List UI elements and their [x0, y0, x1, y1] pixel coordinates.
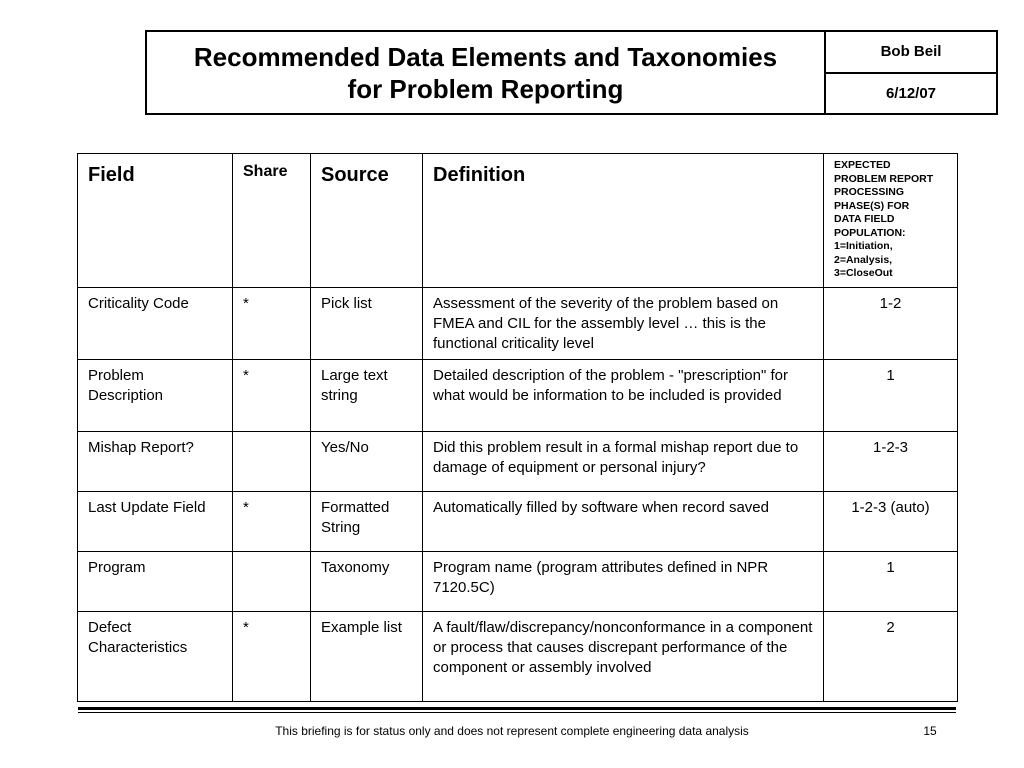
cell-source: Formatted String	[311, 492, 423, 552]
cell-definition: Detailed description of the problem - "prescription" for what would be information to be included is provided	[423, 360, 824, 432]
footer-divider	[78, 712, 956, 713]
table-row	[78, 432, 958, 492]
phase-header-line: PROCESSING	[834, 186, 905, 198]
table-row	[78, 492, 958, 552]
table-header-row	[78, 154, 958, 288]
cell-definition: Program name (program attributes defined in NPR 7120.5C)	[423, 552, 824, 612]
table-row	[78, 360, 958, 432]
cell-field: Problem Description	[78, 360, 233, 432]
data-elements-table	[77, 153, 958, 702]
cell-source: Pick list	[311, 288, 423, 360]
cell-field: Defect Characteristics	[78, 612, 233, 702]
page-number: 15	[923, 724, 937, 738]
cell-definition: Did this problem result in a formal mishap report due to damage of equipment or personal injury?	[423, 432, 824, 492]
column-header-source: Source	[311, 154, 423, 288]
slide-title-line-1: Recommended Data Elements and Taxonomies	[193, 41, 778, 72]
header-meta	[826, 32, 996, 113]
phase-header-line: DATA FIELD	[834, 213, 895, 225]
cell-share: *	[233, 492, 311, 552]
cell-phase: 1	[824, 360, 958, 432]
slide-title	[147, 32, 826, 113]
header-box	[145, 30, 998, 115]
column-header-field: Field	[78, 154, 233, 288]
cell-field: Mishap Report?	[78, 432, 233, 492]
slide-title-line-2: for Problem Reporting	[347, 73, 624, 104]
cell-phase: 1-2	[824, 288, 958, 360]
phase-header-line: 2=Analysis,	[834, 253, 893, 266]
column-header-definition: Definition	[423, 154, 824, 288]
cell-share: *	[233, 612, 311, 702]
cell-phase: 1-2-3 (auto)	[824, 492, 958, 552]
column-header-phase	[824, 154, 958, 288]
cell-source: Taxonomy	[311, 552, 423, 612]
cell-share	[233, 432, 311, 492]
cell-field: Program	[78, 552, 233, 612]
table-row	[78, 612, 958, 702]
column-header-share: Share	[233, 154, 311, 288]
phase-header-line: PHASE(S) FOR	[834, 199, 910, 212]
cell-definition: Automatically filled by software when record saved	[423, 492, 824, 552]
cell-source: Large text string	[311, 360, 423, 432]
author-name: Bob Beil	[826, 32, 996, 74]
cell-definition: A fault/flaw/discrepancy/nonconformance in a component or process that causes discrepant performance of the component or assembly involved	[423, 612, 824, 702]
phase-header-line: EXPECTED	[834, 159, 891, 171]
cell-definition: Assessment of the severity of the problem based on FMEA and CIL for the assembly level … this is the functional criticality level	[423, 288, 824, 360]
cell-phase: 1-2-3	[824, 432, 958, 492]
slide-date: 6/12/07	[885, 84, 937, 102]
cell-phase: 1	[824, 552, 958, 612]
cell-share	[233, 552, 311, 612]
footer-divider	[78, 707, 956, 710]
table-row	[78, 552, 958, 612]
cell-field: Criticality Code	[78, 288, 233, 360]
phase-header-line: PROBLEM REPORT	[834, 172, 934, 185]
table-row	[78, 288, 958, 360]
cell-field: Last Update Field	[78, 492, 233, 552]
cell-share: *	[233, 288, 311, 360]
cell-source: Example list	[311, 612, 423, 702]
phase-header-line: 3=CloseOut	[834, 267, 893, 279]
phase-header-line: POPULATION:	[834, 226, 906, 239]
cell-share: *	[233, 360, 311, 432]
cell-phase: 2	[824, 612, 958, 702]
phase-header-line: 1=Initiation,	[834, 240, 893, 252]
footer-disclaimer: This briefing is for status only and does not represent complete engineering data analysis	[275, 724, 749, 738]
cell-source: Yes/No	[311, 432, 423, 492]
